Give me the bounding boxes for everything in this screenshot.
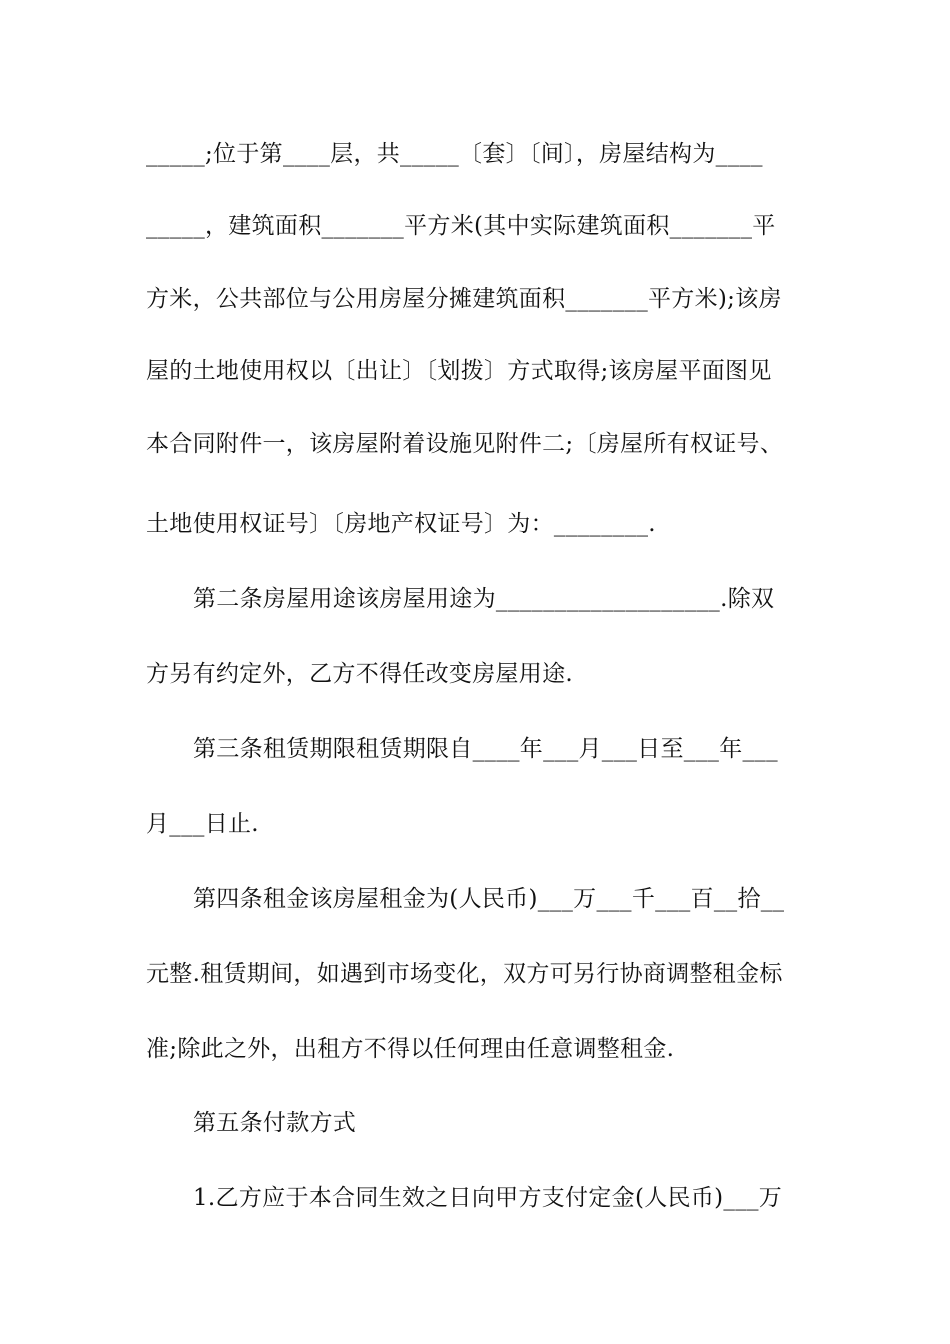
text-line-1: _____;位于第____层，共_____〔套〕〔间〕，房屋结构为____ (146, 141, 763, 167)
article-2-line-1: 第二条房屋用途该房屋用途为___________________.除双 (193, 586, 775, 612)
article-3-line-2: 月___日止. (146, 811, 259, 837)
text-line-3: 方米，公共部位与公用房屋分摊建筑面积_______平方米);该房 (146, 286, 782, 312)
article-2-line-2: 方另有约定外，乙方不得任改变房屋用途. (146, 661, 574, 687)
text-line-2: _____，建筑面积_______平方米(其中实际建筑面积_______平 (146, 213, 776, 239)
article-4-line-2: 元整.租赁期间，如遇到市场变化，双方可另行协商调整租金标 (146, 961, 783, 987)
text-line-6: 土地使用权证号〕〔房地产权证号〕为：________. (146, 511, 656, 537)
article-3-line-1: 第三条租赁期限租赁期限自____年___月___日至___年___ (193, 736, 778, 762)
article-4-line-3: 准;除此之外，出租方不得以任何理由任意调整租金. (146, 1036, 675, 1062)
text-line-5: 本合同附件一，该房屋附着设施见附件二;〔房屋所有权证号、 (146, 431, 784, 457)
article-4-line-1: 第四条租金该房屋租金为(人民币)___万___千___百__拾__ (193, 886, 785, 912)
article-5-item-1: 1.乙方应于本合同生效之日向甲方支付定金(人民币)___万 (193, 1185, 783, 1211)
article-5-heading: 第五条付款方式 (193, 1110, 357, 1136)
text-line-4: 屋的土地使用权以〔出让〕〔划拨〕方式取得;该房屋平面图见 (146, 358, 772, 384)
